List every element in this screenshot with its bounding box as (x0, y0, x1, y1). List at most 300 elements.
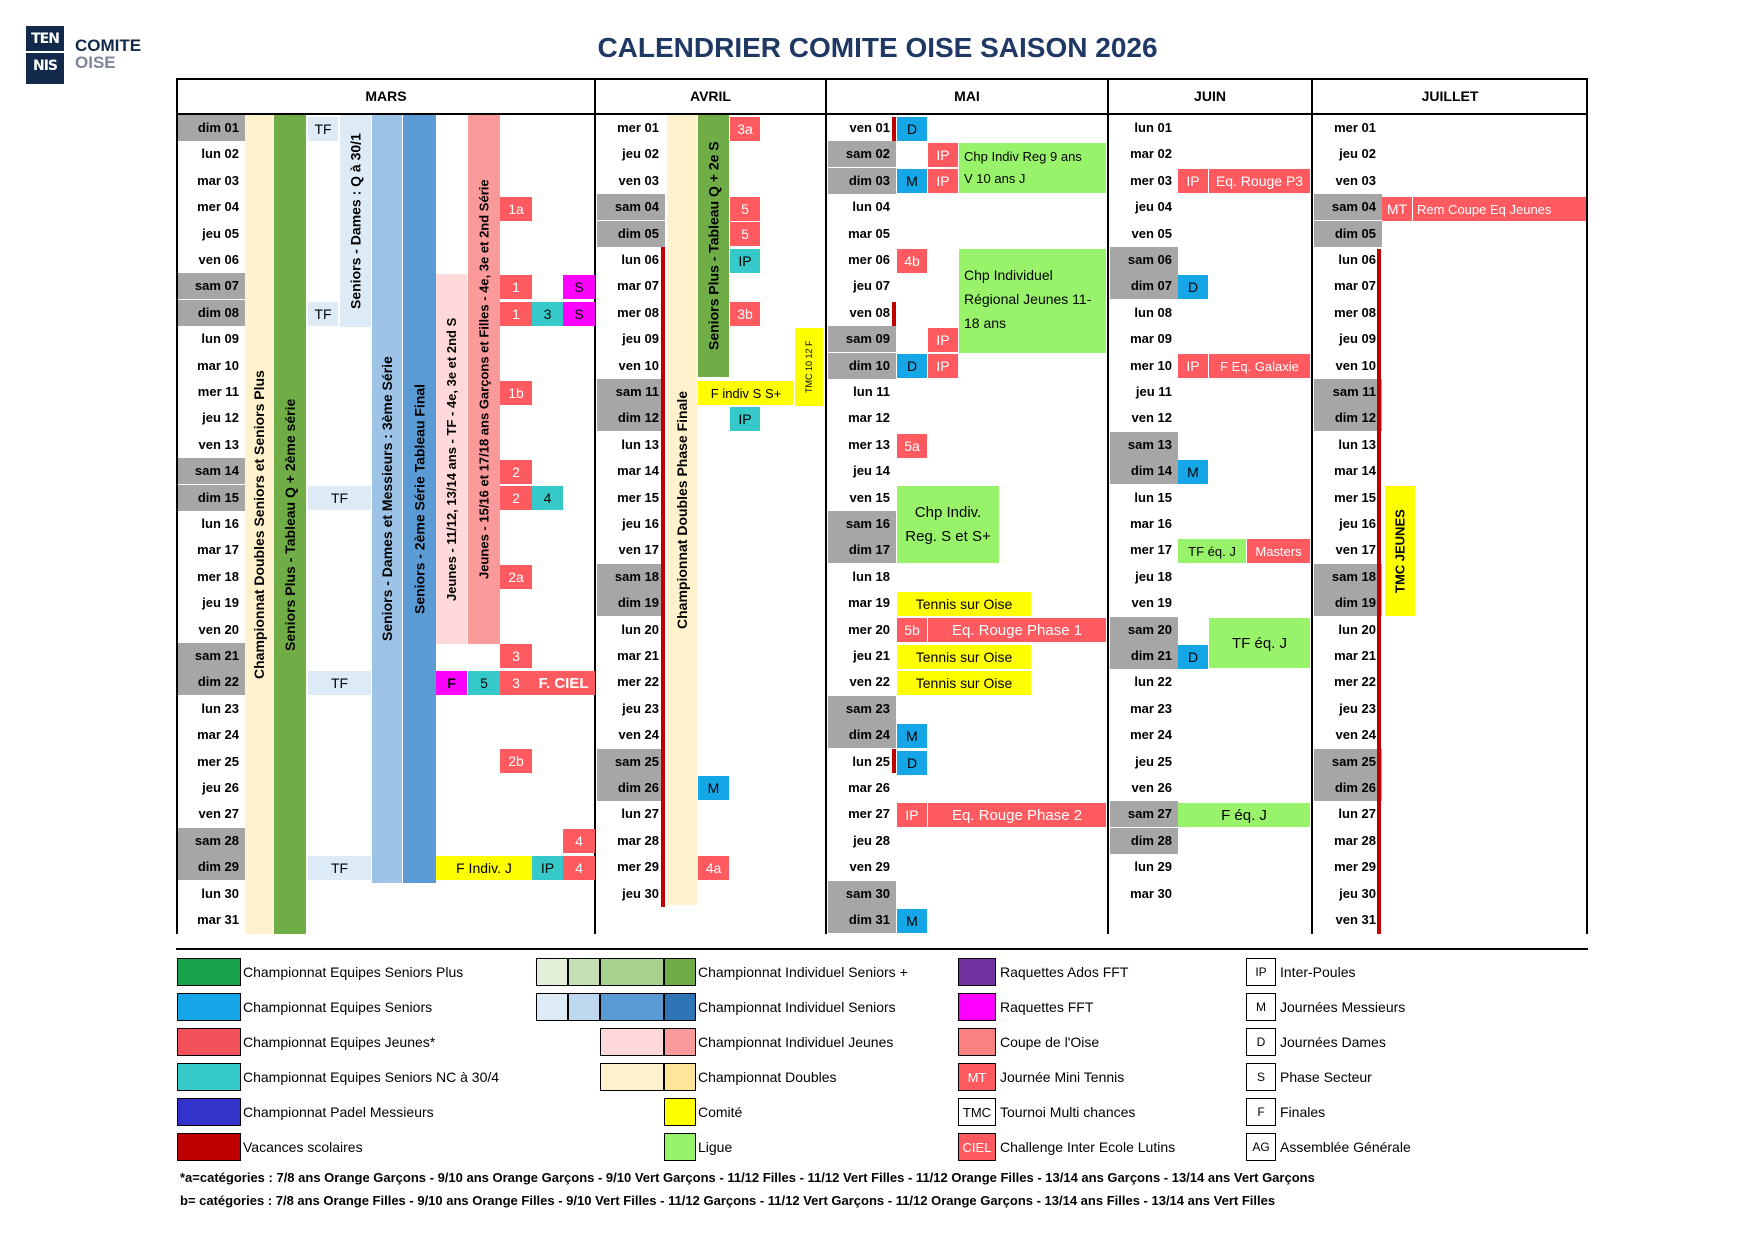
day-cell: mer 08 (1334, 304, 1376, 320)
day-cell: lun 11 (853, 384, 890, 399)
note-b: b= catégories : 7/8 ans Orange Filles - 9/10 ans Orange Filles - 9/10 Vert Filles - 11/12 Garçons - 11/12 Vert Garçons - 11/12 Orange Garçons - 13/14 ans Filles - 13/14 ans Vert Filles (180, 1193, 1276, 1208)
cell-f: F (436, 671, 467, 695)
legend-label: Championnat Individuel Jeunes (698, 1034, 894, 1050)
day-cell: ven 20 (198, 621, 239, 637)
legend-label: Comité (698, 1104, 743, 1120)
bar-seniors-plus-mars: Seniors Plus - Tableau Q + 2ème série (274, 115, 306, 934)
day-cell: mer 04 (197, 199, 239, 215)
cell-tf: TF (308, 856, 371, 880)
day-cell: lun 06 (1338, 252, 1376, 267)
day-cell: dim 22 (177, 669, 245, 695)
day-cell: lun 27 (621, 806, 659, 822)
cell-5: 5 (730, 197, 760, 221)
cell-m: M (897, 169, 927, 193)
legend-swatch: CIEL (958, 1133, 996, 1161)
logo-line1: COMITE (75, 36, 142, 55)
cell-5b: 5b (897, 618, 927, 642)
day-cell: jeu 07 (853, 278, 890, 294)
legend-label: Journées Dames (1280, 1034, 1386, 1050)
day-cell: sam 09 (828, 326, 896, 352)
cell-ip: IP (897, 803, 927, 827)
cell-ip: IP (1178, 354, 1208, 378)
day-cell: sam 23 (828, 696, 896, 722)
day-cell: mer 22 (617, 674, 659, 690)
legend-swatch: MT (958, 1063, 996, 1091)
day-cell: mer 27 (848, 806, 890, 822)
bar-doubles-mars: Championnat Doubles Seniors et Seniors Plus (245, 115, 273, 934)
day-cell: lun 06 (621, 252, 659, 267)
day-cell: ven 13 (198, 436, 239, 452)
month-mai: MAI (826, 78, 1108, 115)
day-cell: dim 08 (177, 300, 245, 326)
cell-2a: 2a (500, 565, 532, 589)
cell-ip: IP (928, 328, 958, 352)
cell-chp-indiv-9ans: Chp Indiv Reg 9 ans V 10 ans J (959, 143, 1106, 193)
bar-dames: Seniors - Dames : Q à 30/1 (340, 115, 371, 327)
day-cell: mer 29 (1334, 859, 1376, 875)
day-cell: mar 03 (197, 172, 239, 188)
day-cell: mar 16 (1130, 516, 1172, 531)
day-cell: mar 24 (197, 727, 239, 743)
cell-fciel: F. CIEL (532, 671, 595, 695)
cell-4a: 4a (698, 856, 729, 880)
legend-swatch (536, 958, 568, 986)
legend-swatch (177, 1133, 241, 1161)
day-cell: mer 18 (197, 568, 239, 584)
day-cell: dim 05 (597, 221, 665, 247)
legend-swatch (664, 1098, 696, 1126)
day-cell: dim 12 (597, 405, 665, 431)
day-cell: ven 26 (1131, 780, 1172, 795)
legend-code: AG (1246, 1133, 1276, 1161)
day-cell: jeu 21 (853, 648, 890, 663)
cell-d: D (897, 751, 927, 775)
cell-m: M (897, 909, 927, 933)
day-cell: lun 27 (1338, 806, 1376, 822)
day-cell: dim 12 (1314, 405, 1382, 431)
logo-line2: OISE (75, 53, 116, 72)
cell-ip: IP (928, 143, 958, 167)
month-juin: JUIN (1108, 78, 1312, 115)
day-cell: dim 31 (828, 907, 896, 933)
cell-4: 4 (563, 856, 595, 880)
cell-ip: IP (532, 856, 563, 880)
bar-messieurs: Seniors - Dames et Messieurs : 3ème Série (372, 115, 402, 883)
day-cell: ven 27 (198, 806, 239, 822)
day-cell: lun 09 (201, 331, 239, 347)
day-cell: mer 10 (1130, 357, 1172, 373)
cell-tennis-sur-oise: Tennis sur Oise (897, 592, 1031, 616)
cell-3: 3 (500, 644, 532, 668)
legend-swatch (600, 1028, 664, 1056)
cell-chp-indiv-s-splus: Chp Indiv. Reg. S et S+ (897, 486, 999, 563)
vacances-mai (892, 302, 896, 326)
page-title: CALENDRIER COMITE OISE SAISON 2026 (597, 32, 1158, 63)
day-cell: lun 01 (1134, 120, 1172, 135)
legend-swatch (177, 958, 241, 986)
cell-mt: MT (1382, 197, 1412, 221)
legend-label: Raquettes Ados FFT (1000, 964, 1129, 980)
day-cell: mar 21 (617, 648, 659, 663)
cell-tf: TF (308, 117, 338, 141)
legend-label: Championnat Individuel Seniors (698, 999, 896, 1015)
cell-rem-coupe: Rem Coupe Eq Jeunes (1413, 197, 1586, 221)
legend-label: Challenge Inter Ecole Lutins (1000, 1139, 1176, 1155)
day-cell: mer 15 (617, 489, 659, 505)
legend-label: Tournoi Multi chances (1000, 1104, 1136, 1120)
legend-swatch (568, 958, 600, 986)
day-cell: ven 17 (1335, 542, 1376, 558)
day-cell: mar 28 (1334, 832, 1376, 848)
day-cell: jeu 11 (1135, 384, 1172, 399)
day-cell: jeu 14 (853, 463, 890, 479)
cell-eq-rouge-p3: Eq. Rouge P3 (1209, 169, 1310, 193)
legend-swatch (536, 993, 568, 1021)
day-cell: mer 29 (617, 859, 659, 875)
day-cell: mar 19 (848, 595, 890, 611)
day-cell: sam 18 (597, 564, 665, 590)
legend-swatch (958, 958, 996, 986)
cell-tennis-sur-oise: Tennis sur Oise (897, 671, 1031, 695)
day-cell: mer 06 (848, 252, 890, 267)
day-cell: ven 17 (618, 542, 659, 558)
day-cell: mer 08 (617, 304, 659, 320)
vacances-juillet (1377, 249, 1381, 934)
legend-label: Championnat Individuel Seniors + (698, 964, 908, 980)
cell-masters: Masters (1247, 539, 1310, 563)
day-cell: jeu 04 (1135, 199, 1172, 215)
day-cell: sam 28 (177, 828, 245, 854)
day-cell: mar 23 (1130, 700, 1172, 716)
day-cell: ven 24 (1335, 727, 1376, 743)
day-cell: sam 11 (1314, 379, 1382, 405)
day-cell: sam 20 (1110, 617, 1178, 643)
cell-1a: 1a (500, 197, 532, 221)
day-cell: mar 21 (1334, 648, 1376, 663)
day-cell: mar 09 (1130, 331, 1172, 347)
day-cell: mar 17 (197, 542, 239, 558)
cell-eq-rouge-2: Eq. Rouge Phase 2 (928, 803, 1106, 827)
legend-swatch (958, 993, 996, 1021)
vacances-mai (892, 749, 896, 773)
cell-m: M (1178, 460, 1208, 484)
day-cell: mer 01 (1334, 120, 1376, 135)
day-cell: ven 19 (1131, 595, 1172, 611)
day-cell: ven 03 (618, 172, 659, 188)
day-cell: sam 06 (1110, 247, 1178, 273)
legend-label: Championnat Equipes Seniors NC à 30/4 (243, 1069, 500, 1085)
legend-label: Finales (1280, 1104, 1326, 1120)
cell-tf: TF (308, 671, 371, 695)
day-cell: mar 26 (848, 780, 890, 795)
day-cell: lun 15 (1134, 489, 1172, 505)
bar-jeunes1: Jeunes - 11/12, 13/14 ans - TF - 4e, 3e et 2nd S (436, 274, 467, 644)
day-cell: jeu 18 (1135, 568, 1172, 584)
day-cell: ven 03 (1335, 172, 1376, 188)
legend-label: Journées Messieurs (1280, 999, 1406, 1015)
separator (176, 78, 178, 934)
day-cell: mar 30 (1130, 885, 1172, 901)
day-cell: sam 11 (597, 379, 665, 405)
cell-d: D (897, 117, 927, 141)
legend-swatch (664, 993, 696, 1021)
day-cell: dim 14 (1110, 458, 1178, 484)
cell-3: 3 (500, 671, 532, 695)
month-avril: AVRIL (595, 78, 826, 115)
day-cell: jeu 30 (622, 885, 659, 901)
day-cell: ven 06 (198, 252, 239, 267)
day-cell: jeu 19 (202, 595, 239, 611)
day-cell: sam 18 (1314, 564, 1382, 590)
day-cell: sam 30 (828, 881, 896, 907)
day-cell: jeu 30 (1339, 885, 1376, 901)
legend-code: D (1246, 1028, 1276, 1056)
legend-label: Championnat Equipes Jeunes* (243, 1034, 436, 1050)
cell-1: 1 (500, 275, 532, 299)
day-cell: mer 13 (848, 436, 890, 452)
legend-swatch (664, 1063, 696, 1091)
cell-1: 1 (500, 302, 532, 326)
month-juillet: JUILLET (1312, 78, 1588, 115)
day-cell: ven 05 (1131, 225, 1172, 241)
cell-findiv-s: F indiv S S+ (698, 381, 794, 405)
cell-ip: IP (1178, 169, 1208, 193)
day-cell: sam 04 (597, 194, 665, 220)
day-cell: mar 28 (617, 832, 659, 848)
day-cell: lun 04 (852, 199, 890, 215)
legend-label: Assemblée Générale (1280, 1139, 1411, 1155)
day-cell: lun 29 (1134, 859, 1172, 875)
legend-label: Championnat Equipes Seniors Plus (243, 964, 464, 980)
day-cell: jeu 25 (1135, 753, 1172, 769)
legend-swatch (664, 1028, 696, 1056)
day-cell: ven 12 (1131, 410, 1172, 426)
legend-swatch: TMC (958, 1098, 996, 1126)
cell-tf: TF (308, 486, 371, 510)
legend-code: M (1246, 993, 1276, 1021)
legend-label: Coupe de l'Oise (1000, 1034, 1100, 1050)
day-cell: dim 01 (177, 115, 245, 141)
day-cell: sam 16 (828, 511, 896, 537)
logo-top: TEN (26, 26, 64, 53)
bar-jeunes2: Jeunes - 15/16 et 17/18 ans Garçons et Filles - 4e, 3e et 2nd Série (468, 115, 500, 644)
day-cell: ven 10 (1335, 357, 1376, 373)
day-cell: jeu 02 (622, 146, 659, 162)
legend-label: Raquettes FFT (1000, 999, 1094, 1015)
vacances-mai (892, 117, 896, 141)
cell-tf: TF (308, 302, 338, 326)
cell-findivj: F Indiv. J (436, 856, 532, 880)
day-cell: jeu 09 (1339, 331, 1376, 347)
day-cell: dim 19 (1314, 590, 1382, 616)
day-cell: mer 25 (197, 753, 239, 769)
legend-label: Championnat Equipes Seniors (243, 999, 433, 1015)
separator (825, 78, 827, 934)
cell-d: D (1178, 275, 1208, 299)
cell-f-eq-galaxie: F Eq. Galaxie (1209, 354, 1310, 378)
day-cell: dim 15 (177, 485, 245, 511)
day-cell: lun 18 (852, 568, 890, 584)
day-cell: lun 20 (621, 621, 659, 637)
legend-label: Journée Mini Tennis (1000, 1069, 1125, 1085)
divider (176, 948, 1588, 950)
day-cell: lun 20 (1338, 621, 1376, 637)
legend-swatch (177, 993, 241, 1021)
cell-d: D (1178, 645, 1208, 669)
separator (1311, 78, 1313, 934)
cell-2: 2 (500, 460, 532, 484)
day-cell: dim 05 (1314, 221, 1382, 247)
day-cell: dim 29 (177, 854, 245, 880)
cell-5: 5 (730, 222, 760, 246)
day-cell: mar 14 (617, 463, 659, 479)
cell-ip: IP (730, 407, 760, 431)
cell-tf-eq-j: TF éq. J (1178, 539, 1246, 563)
day-cell: dim 26 (1314, 775, 1382, 801)
day-cell: ven 15 (849, 489, 890, 505)
cell-3b: 3b (730, 302, 760, 326)
legend-label: Championnat Padel Messieurs (243, 1104, 434, 1120)
logo-bottom: NIS (32, 58, 57, 74)
cell-4b: 4b (897, 249, 927, 273)
legend-swatch (177, 1098, 241, 1126)
day-cell: jeu 23 (1339, 700, 1376, 716)
cell-2b: 2b (500, 749, 532, 773)
day-cell: mer 17 (1130, 542, 1172, 558)
cell-4: 4 (532, 486, 563, 510)
day-cell: dim 21 (1110, 643, 1178, 669)
legend-code: S (1246, 1063, 1276, 1091)
cell-tennis-sur-oise: Tennis sur Oise (897, 645, 1031, 669)
legend-label: Inter-Poules (1280, 964, 1356, 980)
cell-chp-regional-jeunes: Chp Individuel Régional Jeunes 11-18 ans (959, 249, 1106, 353)
day-cell: lun 13 (621, 436, 659, 452)
separator (1586, 78, 1588, 934)
legend-swatch (664, 958, 696, 986)
cell-s: S (563, 302, 595, 326)
legend-swatch (177, 1063, 241, 1091)
legend-code: IP (1246, 958, 1276, 986)
day-cell: mer 01 (617, 120, 659, 135)
day-cell: jeu 12 (202, 410, 239, 426)
day-cell: sam 21 (177, 643, 245, 669)
day-cell: lun 02 (201, 146, 239, 162)
day-cell: mer 20 (848, 621, 890, 637)
legend-swatch (664, 1133, 696, 1161)
cell-ip: IP (928, 169, 958, 193)
legend-label: Ligue (698, 1139, 733, 1155)
day-cell: mer 03 (1130, 172, 1172, 188)
day-cell: ven 10 (618, 357, 659, 373)
day-cell: jeu 28 (853, 832, 890, 848)
month-mars: MARS (177, 78, 595, 115)
cell-1b: 1b (500, 381, 532, 405)
day-cell: ven 08 (849, 304, 890, 320)
legend-code: F (1246, 1098, 1276, 1126)
day-cell: lun 30 (201, 885, 239, 901)
day-cell: dim 10 (828, 353, 896, 379)
day-cell: jeu 16 (1339, 516, 1376, 531)
day-cell: jeu 05 (202, 225, 239, 241)
day-cell: sam 14 (177, 458, 245, 484)
day-cell: mar 07 (1334, 278, 1376, 294)
legend-label: Phase Secteur (1280, 1069, 1372, 1085)
day-cell: mer 22 (1334, 674, 1376, 690)
day-cell: ven 29 (849, 859, 890, 875)
note-a: *a=catégories : 7/8 ans Orange Garçons - 9/10 ans Orange Garçons - 9/10 Vert Garçons - 11/12 Filles - 11/12 Vert Filles - 11/12 Orange Filles - 13/14 ans Garçons - 13/14 ans Vert Garçons (180, 1170, 1315, 1185)
bar-tmc-jeunes: TMC JEUNES (1385, 486, 1415, 616)
cell-ip: IP (730, 249, 760, 273)
day-cell: ven 31 (1335, 912, 1376, 927)
cell-4: 4 (563, 829, 595, 853)
day-cell: sam 02 (828, 141, 896, 167)
day-cell: lun 23 (201, 700, 239, 716)
day-cell: mar 31 (197, 912, 239, 927)
day-cell: mar 14 (1334, 463, 1376, 479)
cell-ip: IP (928, 354, 958, 378)
legend-swatch (600, 958, 664, 986)
day-cell: lun 25 (852, 753, 890, 769)
day-cell: ven 22 (849, 674, 890, 690)
legend-label: Championnat Doubles (698, 1069, 837, 1085)
bar-final: Seniors - 2ème Série Tableau Final (403, 115, 436, 883)
day-cell: sam 04 (1314, 194, 1382, 220)
day-cell: dim 24 (828, 722, 896, 748)
day-cell: mar 10 (197, 357, 239, 373)
cell-tf-eq-j-2: TF éq. J (1209, 618, 1310, 668)
cell-m: M (698, 776, 729, 800)
bar-tmc-1012f: TMC 10 12 F (795, 328, 823, 406)
day-cell: sam 25 (597, 749, 665, 775)
legend-swatch (600, 993, 664, 1021)
bar-seniors-plus-avril: Seniors Plus - Tableau Q + 2e S (698, 115, 729, 377)
day-cell: mer 11 (197, 384, 239, 399)
day-cell: dim 19 (597, 590, 665, 616)
day-cell: mar 07 (617, 278, 659, 294)
vacances-avril (661, 247, 665, 907)
cell-3a: 3a (730, 117, 760, 141)
legend-label: Vacances scolaires (243, 1139, 363, 1155)
separator (594, 78, 596, 934)
bar-doubles-avril: Championnat Doubles Phase Finale (667, 115, 697, 905)
cell-s: S (563, 275, 595, 299)
separator (1107, 78, 1109, 934)
day-cell: lun 08 (1134, 304, 1172, 320)
day-cell: dim 07 (1110, 273, 1178, 299)
day-cell: mar 12 (848, 410, 890, 426)
day-cell: sam 25 (1314, 749, 1382, 775)
legend-swatch (177, 1028, 241, 1056)
day-cell: sam 07 (177, 273, 245, 299)
cell-m: M (897, 724, 927, 748)
day-cell: mar 05 (848, 225, 890, 241)
cell-3: 3 (532, 302, 563, 326)
day-cell: sam 27 (1110, 801, 1178, 827)
day-cell: sam 13 (1110, 432, 1178, 458)
cell-2: 2 (500, 486, 532, 510)
day-cell: jeu 02 (1339, 146, 1376, 162)
day-cell: mer 15 (1334, 489, 1376, 505)
cell-eq-rouge-1: Eq. Rouge Phase 1 (928, 618, 1106, 642)
day-cell: lun 22 (1134, 674, 1172, 690)
day-cell: ven 24 (618, 727, 659, 743)
legend-swatch (568, 993, 600, 1021)
day-cell: lun 13 (1338, 436, 1376, 452)
day-cell: jeu 26 (202, 780, 239, 795)
cell-d: D (897, 354, 927, 378)
legend-swatch (600, 1063, 664, 1091)
day-cell: dim 26 (597, 775, 665, 801)
